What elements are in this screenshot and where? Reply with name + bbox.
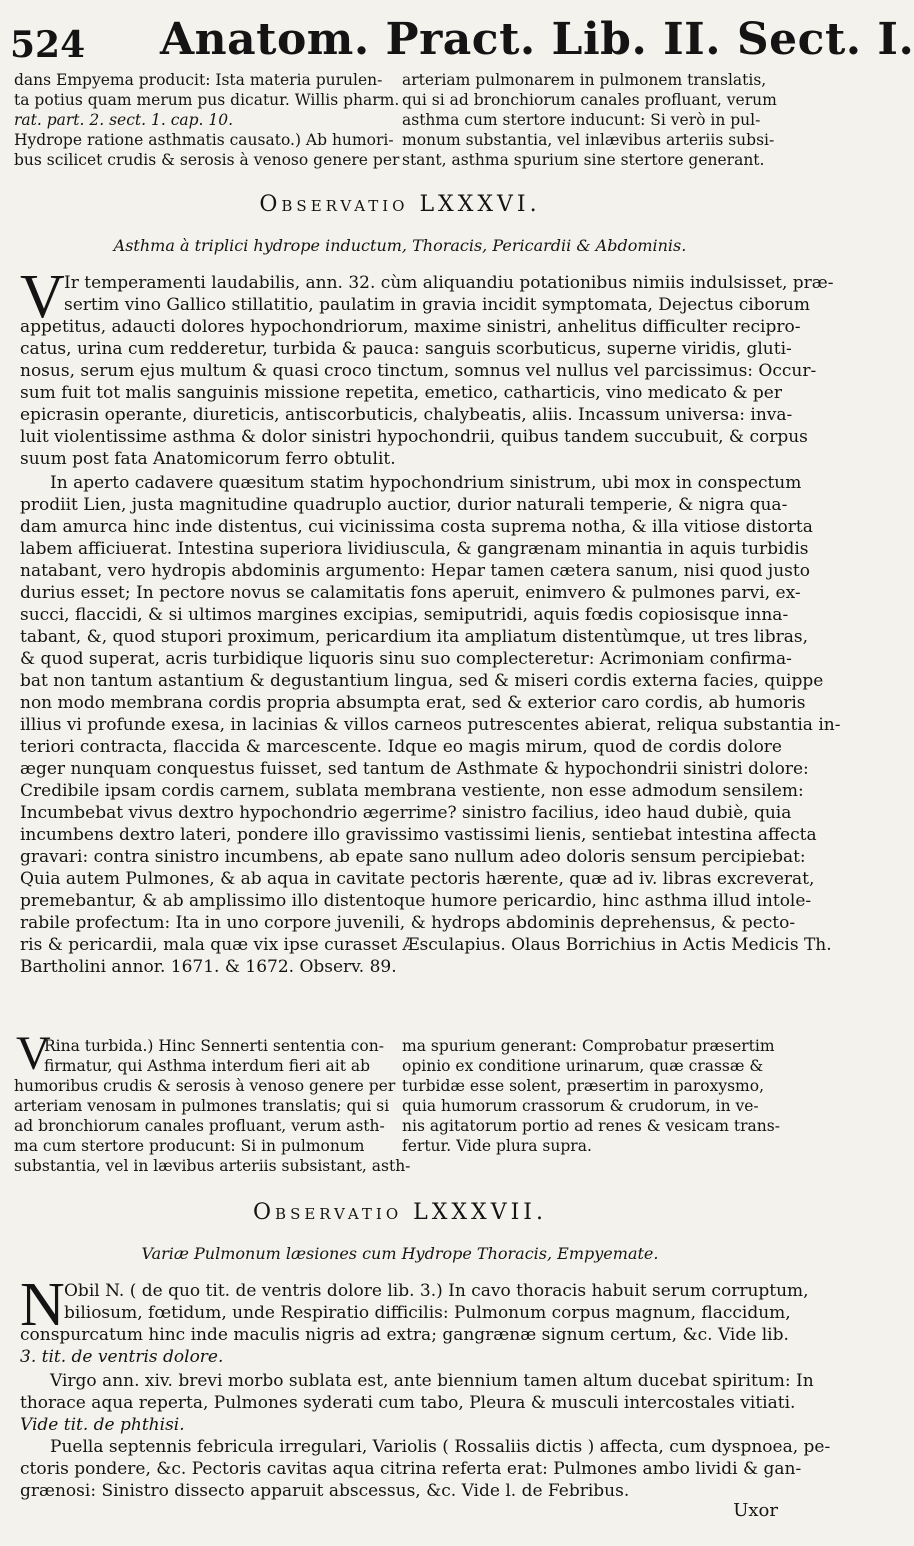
observation-86-subtitle: Asthma à triplici hydrope inductum, Thoracis, Pericardii & Abdominis.: [113, 236, 687, 255]
text-line: prodiit Lien, justa magnitudine quadruplo auctior, durior naturali temperie, & nigra qua-: [20, 495, 788, 515]
running-title: Anatom. Pract. Lib. II. Sect. I.: [160, 14, 914, 65]
text-line: ma spurium generant: Comprobatur præsertim: [402, 1037, 775, 1055]
text-line: quia humorum crassorum & crudorum, in ve-: [402, 1097, 759, 1115]
text-line: succi, flaccidi, & si ultimos margines excipias, semiputridi, aquis fœdis copiosisque inna-: [20, 605, 789, 625]
text-line: suum post fata Anatomicorum ferro obtulit.: [20, 449, 396, 469]
text-line: stant, asthma spurium sine stertore generant.: [402, 151, 765, 169]
text-line: ma cum stertore producunt: Si in pulmonum: [14, 1137, 365, 1155]
text-line: illius vi profunde exesa, in lacinias & villos carneos putrescentes abierat, reliqua substantia in-: [20, 715, 841, 735]
text-line: Hydrope ratione asthmatis causato.) Ab humori-: [14, 131, 394, 149]
text-line: ris & pericardii, mala quæ vix ipse curasset Æsculapius. Olaus Borrichius in Actis Medicis Th.: [20, 935, 832, 955]
text-line: grænosi: Sinistro dissecto apparuit abscessus, &c. Vide l. de Febribus.: [20, 1481, 630, 1501]
drop-cap: N: [20, 1271, 65, 1339]
text-line: conspurcatum hinc inde maculis nigris ad extra; gangrænæ signum certum, &c. Vide lib.: [20, 1325, 789, 1345]
text-line: Quia autem Pulmones, & ab aqua in cavitate pectoris hærente, quæ ad iv. libras excreverat,: [20, 869, 815, 889]
text-line: rat. part. 2. sect. 1. cap. 10.: [14, 111, 234, 129]
text-line: monum substantia, vel inlævibus arteriis subsi-: [402, 131, 775, 149]
text-line: substantia, vel in lævibus arteriis subsistant, asth-: [14, 1157, 411, 1175]
observation-86-title: Observatio LXXXVI.: [259, 192, 541, 217]
text-line: non modo membrana cordis propria absumpta erat, sed & exterior caro cordis, ab humoris: [20, 693, 806, 713]
top-right-column: [402, 70, 782, 170]
observation-86-paragraph-2: [20, 472, 841, 978]
text-line: sum fuit tot malis sanguinis missione repetita, emetico, catharticis, vino medicato & per: [20, 383, 782, 403]
text-line: incumbens dextro lateri, pondere illo gravissimo vastissimi lienis, sentiebat intestina affecta: [20, 825, 817, 845]
text-line: humoribus crudis & serosis à venoso genere per: [14, 1077, 396, 1095]
text-line: arteriam pulmonarem in pulmonem translatis,: [402, 71, 767, 89]
text-line: epicrasin operante, diureticis, antiscorbuticis, chalybeatis, aliis. Incassum universa: inva-: [20, 405, 793, 425]
text-line: opinio ex conditione urinarum, quæ crassæ &: [402, 1057, 764, 1075]
observation-86-paragraph-1: [20, 272, 834, 470]
text-line: Virgo ann. xiv. brevi morbo sublata est, ante biennium tamen altum ducebat spiritum: In: [50, 1371, 814, 1391]
text-line: Vide tit. de phthisi.: [20, 1415, 185, 1435]
text-line: teriori contracta, flaccida & marcescente. Idque eo magis mirum, quod de cordis dolore: [20, 737, 782, 757]
text-line: bat non tantum astantium & degustantium lingua, sed & miseri cordis externa facies, quippe: [20, 671, 824, 691]
text-line: Incumbebat vivus dextro hypochondrio ægerrime? sinistro facilius, ideo haud dubiè, quia: [20, 803, 792, 823]
text-line: arteriam venosam in pulmones translatis; qui si: [14, 1097, 390, 1115]
text-line: ctoris pondere, &c. Pectoris cavitas aqua citrina referta erat: Pulmones ambo lividi & gan-: [20, 1459, 802, 1479]
observation-87-subtitle: Variæ Pulmonum læsiones cum Hydrope Thoracis, Empyemate.: [141, 1244, 659, 1263]
text-line: Puella septennis febricula irregulari, Variolis ( Rossaliis dictis ) affecta, cum dyspnoea, pe-: [50, 1437, 831, 1457]
text-line: In aperto cadavere quæsitum statim hypochondrium sinistrum, ubi mox in conspectum: [50, 473, 802, 493]
text-line: luit violentissime asthma & dolor sinistri hypochondrii, quibus tandem succubuit, & corpus: [20, 427, 808, 447]
text-line: dans Empyema producit: Ista materia purulen-: [14, 71, 383, 89]
text-line: nosus, serum ejus multum & quasi croco tinctum, somnus vel nullus vel parcissimus: Occur-: [20, 361, 817, 381]
text-line: dam amurca hinc inde distentus, cui vicinissima costa suprema notha, & illa vitiose distorta: [20, 517, 813, 537]
text-line: Obil N. ( de quo tit. de ventris dolore lib. 3.) In cavo thoracis habuit serum corruptum,: [64, 1281, 809, 1301]
text-line: qui si ad bronchiorum canales profluant, verum: [402, 91, 777, 109]
scholion-left-column: [14, 1036, 411, 1176]
text-line: firmatur, qui Asthma interdum fieri ait ab: [44, 1057, 371, 1075]
text-line: æger nunquam conquestus fuisset, sed tantum de Asthmate & hypochondrii sinistri dolore:: [20, 759, 809, 779]
text-line: ad bronchiorum canales profluant, verum asth-: [14, 1117, 385, 1135]
text-line: thorace aqua reperta, Pulmones syderati cum tabo, Pleura & musculi intercostales vitiati.: [20, 1393, 796, 1413]
text-line: appetitus, adaucti dolores hypochondriorum, maxime sinistri, anhelitus difficulter recipro-: [20, 317, 801, 337]
text-line: turbidæ esse solent, præsertim in paroxysmo,: [402, 1077, 765, 1095]
observation-87-title: Observatio LXXXVII.: [253, 1200, 547, 1225]
text-line: nis agitatorum portio ad renes & vesicam trans-: [402, 1117, 780, 1135]
text-line: Bartholini annor. 1671. & 1672. Observ. 89.: [20, 957, 397, 977]
text-line: Ir temperamenti laudabilis, ann. 32. cùm aliquandiu potationibus nimiis indulsisset, præ-: [64, 273, 834, 293]
observation-87-paragraph-1: [20, 1280, 809, 1368]
text-line: labem afficiuerat. Intestina superiora lividiuscula, & gangrænam minantia in aquis turbidis: [20, 539, 809, 559]
running-head: [10, 14, 914, 70]
text-line: biliosum, fœtidum, unde Respiratio difficilis: Pulmonum corpus magnum, flaccidum,: [64, 1303, 791, 1323]
top-columns: [14, 70, 782, 170]
text-line: gravari: contra sinistro incumbens, ab epate sano nullum adeo doloris sensum percipiebat:: [20, 847, 806, 867]
text-line: premebantur, & ab amplissimo illo distentoque humore pericardio, hinc asthma illud intole-: [20, 891, 812, 911]
text-line: & quod superat, acris turbidique liquoris sinu suo complecteretur: Acrimoniam confirma-: [20, 649, 792, 669]
drop-cap: V: [20, 263, 65, 331]
text-line: ta potius quam merum pus dicatur. Willis pharm.: [14, 91, 400, 109]
text-line: asthma cum stertore inducunt: Si verò in pul-: [402, 111, 761, 129]
text-line: Credibile ipsam cordis carnem, sublata membrana vestiente, non esse admodum sensilem:: [20, 781, 804, 801]
text-line: sertim vino Gallico stillatitio, paulatim in gravia incidit symptomata, Dejectus ciborum: [64, 295, 810, 315]
text-line: rabile profectum: Ita in uno corpore juvenili, & hydrops abdominis deprehensus, & pecto-: [20, 913, 796, 933]
catchword: Uxor: [733, 1500, 778, 1521]
text-line: catus, urina cum redderetur, turbida & pauca: sanguis scorbuticus, superne viridis, gluti-: [20, 339, 792, 359]
observation-87-paragraph-2: [20, 1370, 814, 1436]
page-number: 524: [10, 24, 86, 66]
text-line: natabant, vero hydropis abdominis argumento: Hepar tamen cætera sanum, nisi quod justo: [20, 561, 810, 581]
scholion-right-column: [402, 1036, 782, 1176]
observation-87-paragraph-3: [20, 1436, 831, 1502]
text-line: Rina turbida.) Hinc Sennerti sententia con-: [44, 1037, 384, 1055]
scholion-columns: [14, 1036, 782, 1176]
text-line: tabant, &, quod stupori proximum, pericardium ita ampliatum distentùmque, ut tres libras,: [20, 627, 809, 647]
top-left-column: [14, 70, 400, 170]
text-line: bus scilicet crudis & serosis à venoso genere per: [14, 151, 400, 169]
drop-cap: V: [16, 1027, 51, 1080]
text-line: 3. tit. de ventris dolore.: [20, 1347, 224, 1367]
text-line: durius esset; In pectore novus se calamitatis fons aperuit, enimvero & pulmones parvi, ex-: [20, 583, 801, 603]
text-line: fertur. Vide plura supra.: [402, 1137, 592, 1155]
